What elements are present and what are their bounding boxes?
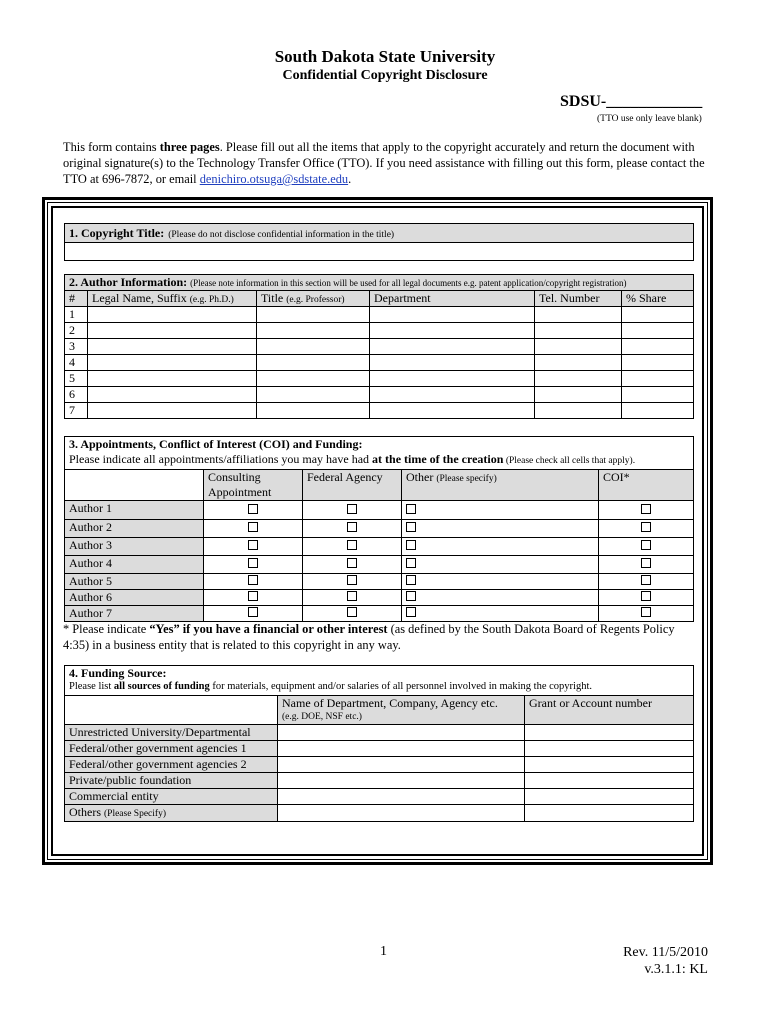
col-tel-header: Tel. Number xyxy=(535,291,622,307)
author-row: 7 xyxy=(65,403,694,419)
funding-row: Federal/other government agencies 2 xyxy=(65,757,694,773)
federal-checkbox[interactable] xyxy=(347,591,357,601)
author-row: 1 xyxy=(65,307,694,323)
sdsu-number-field: SDSU-____________ xyxy=(560,93,703,110)
other-checkbox[interactable] xyxy=(406,504,416,514)
coi-checkbox[interactable] xyxy=(641,607,651,617)
author-info-table xyxy=(64,274,694,419)
author-row: 2 xyxy=(65,323,694,339)
federal-checkbox[interactable] xyxy=(347,540,357,550)
col-num-header: # xyxy=(65,291,88,307)
copyright-title-input[interactable] xyxy=(65,243,694,261)
coi-footnote: * Please indicate “Yes” if you have a financial or other interest (as defined by the South Dakota Board of Regents Policy 4:35) in a business entity that is related to this copyright in any way. xyxy=(63,622,675,652)
coi-checkbox[interactable] xyxy=(641,504,651,514)
coi-checkbox[interactable] xyxy=(641,540,651,550)
author-coi-row: Author 4 xyxy=(65,556,694,574)
consulting-checkbox[interactable] xyxy=(248,558,258,568)
federal-checkbox[interactable] xyxy=(347,607,357,617)
document-subtitle: Confidential Copyright Disclosure xyxy=(282,68,488,83)
section1-header: 1. Copyright Title: (Please do not disclose confidential information in the title) xyxy=(65,224,694,243)
consulting-checkbox[interactable] xyxy=(248,504,258,514)
intro-paragraph: This form contains three pages. Please fill out all the items that apply to the copyright accurately and return the document with original signature(s) to the Technology Transfer Office (TTO). If you need assistance with filling out this form, please contact the TTO at 696-7872, or email denichiro.otsuga@sdstate.edu. xyxy=(63,140,705,186)
coi-checkbox[interactable] xyxy=(641,522,651,532)
author-coi-row: Author 7 xyxy=(65,606,694,622)
section2-header: 2. Author Information: (Please note information in this section will be used for all legal documents e.g. patent application/copyright registration) xyxy=(65,275,694,291)
col-funding-name-header: Name of Department, Company, Agency etc. (e.g. DOE, NSF etc.) xyxy=(278,696,525,725)
funding-source-table xyxy=(64,665,694,822)
other-checkbox[interactable] xyxy=(406,591,416,601)
funding-row: Unrestricted University/Departmental xyxy=(65,725,694,741)
col-federal-header: Federal Agency xyxy=(303,470,402,501)
author-coi-row: Author 6 xyxy=(65,590,694,606)
coi-checkbox[interactable] xyxy=(641,591,651,601)
author-coi-row: Author 5 xyxy=(65,574,694,590)
other-checkbox[interactable] xyxy=(406,558,416,568)
consulting-checkbox[interactable] xyxy=(248,575,258,585)
coi-checkbox[interactable] xyxy=(641,575,651,585)
author-row: 6 xyxy=(65,387,694,403)
document-title: South Dakota State University xyxy=(274,47,496,66)
col-consulting-header: Consulting Appointment xyxy=(204,470,303,501)
consulting-checkbox[interactable] xyxy=(248,522,258,532)
consulting-checkbox[interactable] xyxy=(248,591,258,601)
col-other-header: Other (Please specify) xyxy=(402,470,599,501)
funding-row: Federal/other government agencies 1 xyxy=(65,741,694,757)
tto-email-link[interactable]: denichiro.otsuga@sdstate.edu xyxy=(199,172,349,186)
other-checkbox[interactable] xyxy=(406,522,416,532)
tto-use-note: (TTO use only leave blank) xyxy=(597,114,702,124)
federal-checkbox[interactable] xyxy=(347,558,357,568)
consulting-checkbox[interactable] xyxy=(248,607,258,617)
section3-header: 3. Appointments, Conflict of Interest (COI) and Funding: Please indicate all appointments/affiliations you may have had at the time of the creation (Please check all cells that apply). xyxy=(65,437,694,470)
col-coi-header: COI* xyxy=(599,470,694,501)
col-legal-name-header: Legal Name, Suffix (e.g. Ph.D.) xyxy=(88,291,257,307)
author-row: 5 xyxy=(65,371,694,387)
col-grant-header: Grant or Account number xyxy=(525,696,694,725)
author-row: 3 xyxy=(65,339,694,355)
col-title-header: Title (e.g. Professor) xyxy=(257,291,370,307)
coi-checkbox[interactable] xyxy=(641,558,651,568)
copyright-title-table xyxy=(64,223,694,261)
author-coi-row: Author 3 xyxy=(65,538,694,556)
author-coi-row: Author 1 xyxy=(65,501,694,520)
revision-info: Rev. 11/5/2010 v.3.1.1: KL xyxy=(623,945,708,977)
federal-checkbox[interactable] xyxy=(347,575,357,585)
col-share-header: % Share xyxy=(622,291,694,307)
col-department-header: Department xyxy=(370,291,535,307)
other-checkbox[interactable] xyxy=(406,575,416,585)
page-number: 1 xyxy=(380,944,387,959)
funding-row: Private/public foundation xyxy=(65,773,694,789)
other-checkbox[interactable] xyxy=(406,540,416,550)
section4-header: 4. Funding Source: Please list all sources of funding for materials, equipment and/or salaries of all personnel involved in making the copyright. xyxy=(65,666,694,696)
other-checkbox[interactable] xyxy=(406,607,416,617)
consulting-checkbox[interactable] xyxy=(248,540,258,550)
federal-checkbox[interactable] xyxy=(347,522,357,532)
federal-checkbox[interactable] xyxy=(347,504,357,514)
funding-row: Commercial entity xyxy=(65,789,694,805)
funding-row: Others (Please Specify) xyxy=(65,805,694,822)
author-row: 4 xyxy=(65,355,694,371)
author-coi-row: Author 2 xyxy=(65,520,694,538)
appointments-table xyxy=(64,436,694,622)
